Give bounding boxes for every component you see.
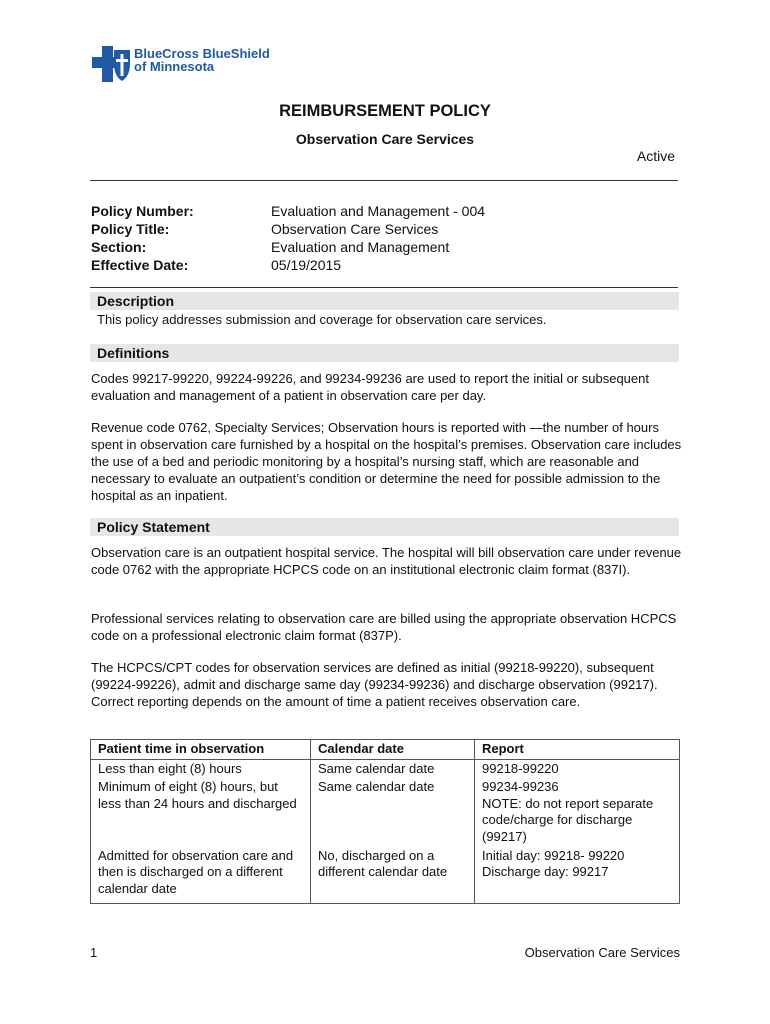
policy-statement-paragraph-2: Professional services relating to observation care are billed using the appropriate observation HCPCS code on a professional electronic claim format (837P). xyxy=(91,611,677,643)
divider-meta xyxy=(90,287,678,288)
policy-statement-paragraph-1: Observation care is an outpatient hospital service. The hospital will bill observation care under revenue code 0762 with the appropriate HCPCS code on an institutional electronic claim format (837I). xyxy=(91,545,682,577)
table-row xyxy=(91,847,680,904)
table-cell: Minimum of eight (8) hours, but less than 24 hours and discharged xyxy=(91,778,311,846)
policy-number-value: Evaluation and Management - 004 xyxy=(271,203,486,219)
effective-date-label: Effective Date: xyxy=(91,257,189,273)
policy-title-value: Observation Care Services xyxy=(271,221,439,237)
table-cell: Same calendar date xyxy=(311,778,475,846)
observation-codes-table xyxy=(90,739,680,904)
table-cell: No, discharged on a different calendar date xyxy=(311,847,475,904)
bcbs-cross-shield-icon xyxy=(92,44,132,84)
policy-status: Active xyxy=(636,148,675,164)
table-cell: 99234-99236 NOTE: do not report separate code/charge for discharge (99217) xyxy=(475,778,680,846)
table-row xyxy=(91,759,680,778)
definitions-heading-text: Definitions xyxy=(97,345,170,361)
policy-statement-heading xyxy=(90,518,679,536)
policy-title-label: Policy Title: xyxy=(91,221,170,237)
definitions-heading xyxy=(90,344,679,362)
effective-date-value: 05/19/2015 xyxy=(271,257,342,273)
logo-line1: BlueCross BlueShield xyxy=(134,46,270,61)
description-heading-text: Description xyxy=(97,293,175,309)
table-cell: Less than eight (8) hours xyxy=(91,759,311,778)
policy-number-label: Policy Number: xyxy=(91,203,194,219)
document-subtitle: Observation Care Services xyxy=(295,131,475,147)
logo-line2: of Minnesota xyxy=(134,59,215,74)
section-label: Section: xyxy=(91,239,147,255)
table-header: Calendar date xyxy=(311,740,475,760)
table-cell: 99218-99220 xyxy=(475,759,680,778)
table-header: Report xyxy=(475,740,680,760)
description-heading xyxy=(90,292,679,310)
table-cell: Initial day: 99218- 99220 Discharge day: 99217 xyxy=(475,847,680,904)
page-number: 1 xyxy=(90,945,98,960)
policy-meta xyxy=(91,202,485,274)
footer-title: Observation Care Services xyxy=(524,945,680,960)
definitions-paragraph-2: Revenue code 0762, Specialty Services; Observation hours is reported with ―the number of hours spent in observation care furnished by a hospital on the hospital’s premises. Observation care includes the use of a bed and periodic monitoring by a hospital’s nursing staff, which are reasonable and necessary to evaluate an outpatient’s condition or determine the need for possible admission to the hospital as an inpatient. xyxy=(91,420,682,503)
table-header: Patient time in observation xyxy=(91,740,311,760)
description-text: This policy addresses submission and coverage for observation care services. xyxy=(97,312,547,327)
policy-statement-heading-text: Policy Statement xyxy=(97,519,210,535)
table-cell: Same calendar date xyxy=(311,759,475,778)
table-cell: Admitted for observation care and then is discharged on a different calendar date xyxy=(91,847,311,904)
divider-top xyxy=(90,180,678,181)
document-title: REIMBURSEMENT POLICY xyxy=(279,102,491,120)
section-value: Evaluation and Management xyxy=(271,239,450,255)
table-row xyxy=(91,778,680,846)
definitions-paragraph-1: Codes 99217-99220, 99224-99226, and 99234-99236 are used to report the initial or subsequent evaluation and management of a patient in observation care per day. xyxy=(91,371,649,403)
bcbs-logo-text xyxy=(134,47,270,73)
policy-statement-paragraph-3: The HCPCS/CPT codes for observation services are defined as initial (99218-99220), subsequent (99224-99226), admit and discharge same day (99234-99236) and discharge observation (99217). Correct reporting depends on the amount of time a patient receives observation care. xyxy=(91,660,658,709)
